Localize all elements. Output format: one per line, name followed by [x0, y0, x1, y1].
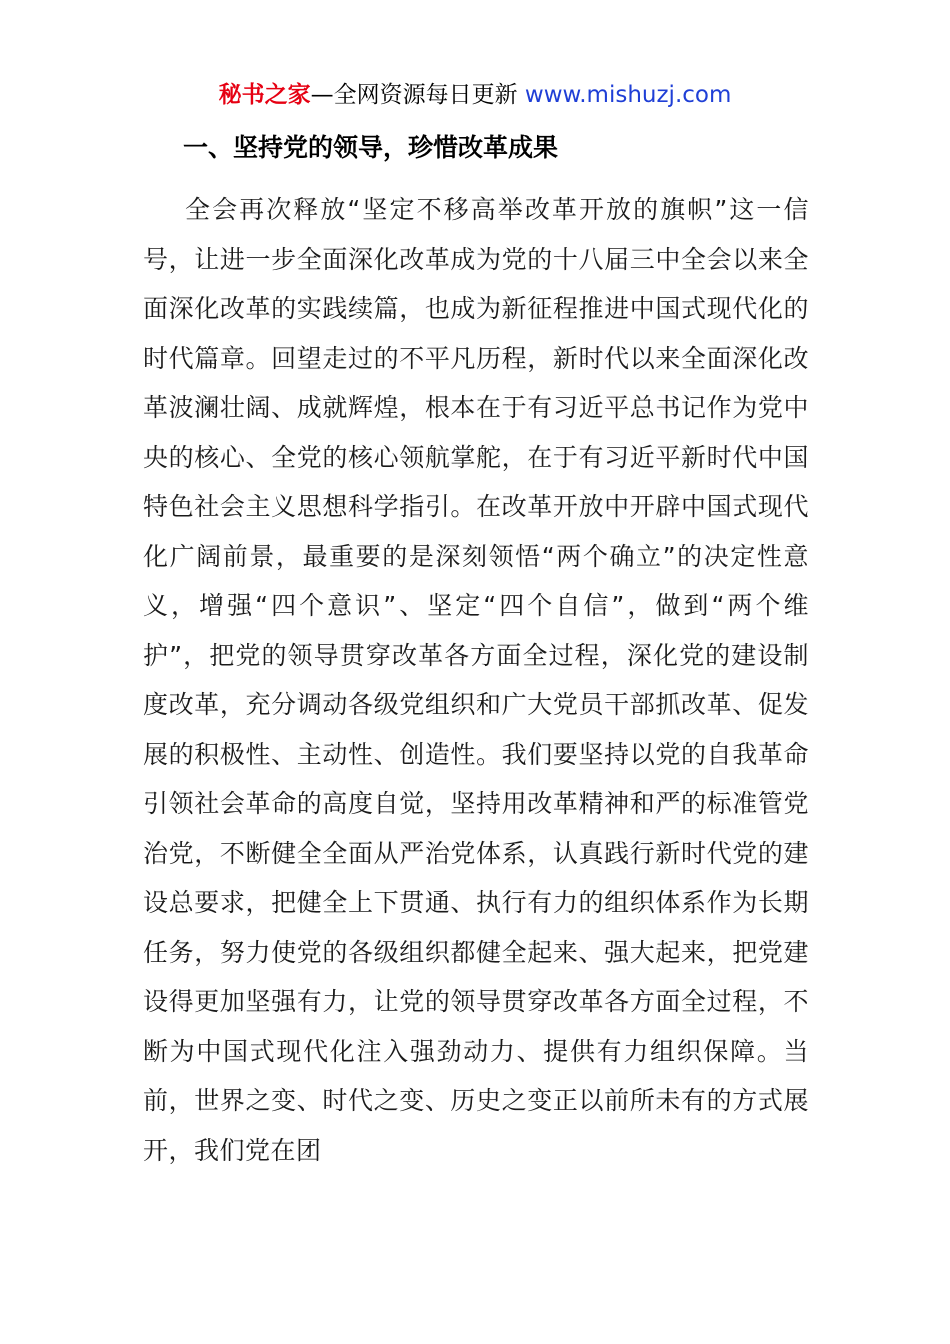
site-url-link[interactable]: www.mishuzj.com [524, 82, 732, 108]
section-heading: 一、坚持党的领导，珍惜改革成果 [183, 133, 559, 162]
site-header [0, 78, 950, 112]
body-paragraph: 全会再次释放“坚定不移高举改革开放的旗帜”这一信号，让进一步全面深化改革成为党的十八届三中全会以来全面深化改革的实践续篇，也成为新征程推进中国式现代化的时代篇章。回望走过的不平凡历程，新时代以来全面深化改革波澜壮阔、成就辉煌，根本在于有习近平总书记作为党中央的核心、全党的核心领航掌舵，在于有习近平新时代中国特色社会主义思想科学指引。在改革开放中开辟中国式现代化广阔前景，最重要的是深刻领悟“两个确立”的决定性意义，增强“四个意识”、坚定“四个自信”，做到“两个维护”，把党的领导贯穿改革各方面全过程，深化党的建设制度改革，充分调动各级党组织和广大党员干部抓改革、促发展的积极性、主动性、创造性。我们要坚持以党的自我革命引领社会革命的高度自觉，坚持用改革精神和严的标准管党治党，不断健全全面从严治党体系，认真践行新时代党的建设总要求，把健全上下贯通、执行有力的组织体系作为长期任务，努力使党的各级组织都健全起来、强大起来，把党建设得更加坚强有力，让党的领导贯穿改革各方面全过程，不断为中国式现代化注入强劲动力、提供有力组织保障。当前，世界之变、时代之变、历史之变正以前所未有的方式展开，我们党在团 [143, 195, 809, 1165]
site-brand: 秘书之家 [218, 82, 311, 108]
site-tagline: —全网资源每日更新 [310, 82, 525, 108]
